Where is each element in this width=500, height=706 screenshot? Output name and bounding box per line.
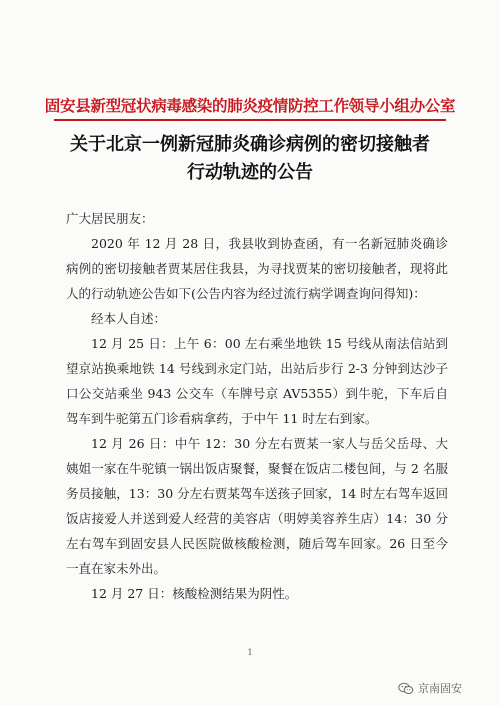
paragraph-dec-26: 12 月 26 日：中午 12：30 分左右贾某一家人与岳父岳母、大姨姐一家在牛驼镇一锅出饭店聚餐，聚餐在饭店二楼包间，与 2 名服务员接触，13：30 分左右贾某驾车送孩子回家，14 时左右驾车返回饭店接爱人并送到爱人经营的美容店（明婷美容养生店）14：30 分左右驾车到固安县人民医院做核酸检测，随后驾车回家。26 日至今一直在家未外出。 bbox=[66, 436, 448, 576]
red-divider-line bbox=[54, 119, 446, 121]
notice-body bbox=[66, 206, 448, 606]
notice-title bbox=[40, 131, 460, 187]
paragraph-dec-27: 12 月 27 日：核酸检测结果为阴性。 bbox=[91, 586, 298, 601]
issuing-organization: 固安县新型冠状病毒感染的肺炎疫情防控工作领导小组办公室 bbox=[44, 96, 456, 115]
wechat-icon bbox=[398, 682, 414, 695]
title-line-1: 关于北京一例新冠肺炎确诊病例的密切接触者 bbox=[70, 134, 430, 155]
watermark-text: 京南固安 bbox=[418, 682, 462, 695]
paragraph-dec-25: 12 月 25 日：上午 6：00 左右乘坐地铁 15 号线从南法信站到望京站换乘地铁 14 号线到永定门站，出站后步行 2-3 分钟到达沙子口公交站乘坐 943 公交车（车牌号京 AV5355）到牛驼，下车后自驾车到牛驼第五门诊看病拿药，于中午 11 时左右到家。 bbox=[66, 336, 448, 426]
paragraph-self-report: 经本人自述： bbox=[91, 311, 167, 326]
wechat-watermark bbox=[398, 680, 462, 696]
paragraph-intro: 2020 年 12 月 28 日，我县收到协查函，有一名新冠肺炎确诊病例的密切接触者贾某居住我县，为寻找贾某的密切接触者，现将此人的行动轨迹公告如下(公告内容为经过流行病学调查询问得知)： bbox=[66, 236, 448, 301]
page-number: 1 bbox=[247, 648, 253, 657]
salutation: 广大居民朋友： bbox=[66, 211, 154, 226]
title-line-2: 行动轨迹的公告 bbox=[187, 162, 313, 183]
